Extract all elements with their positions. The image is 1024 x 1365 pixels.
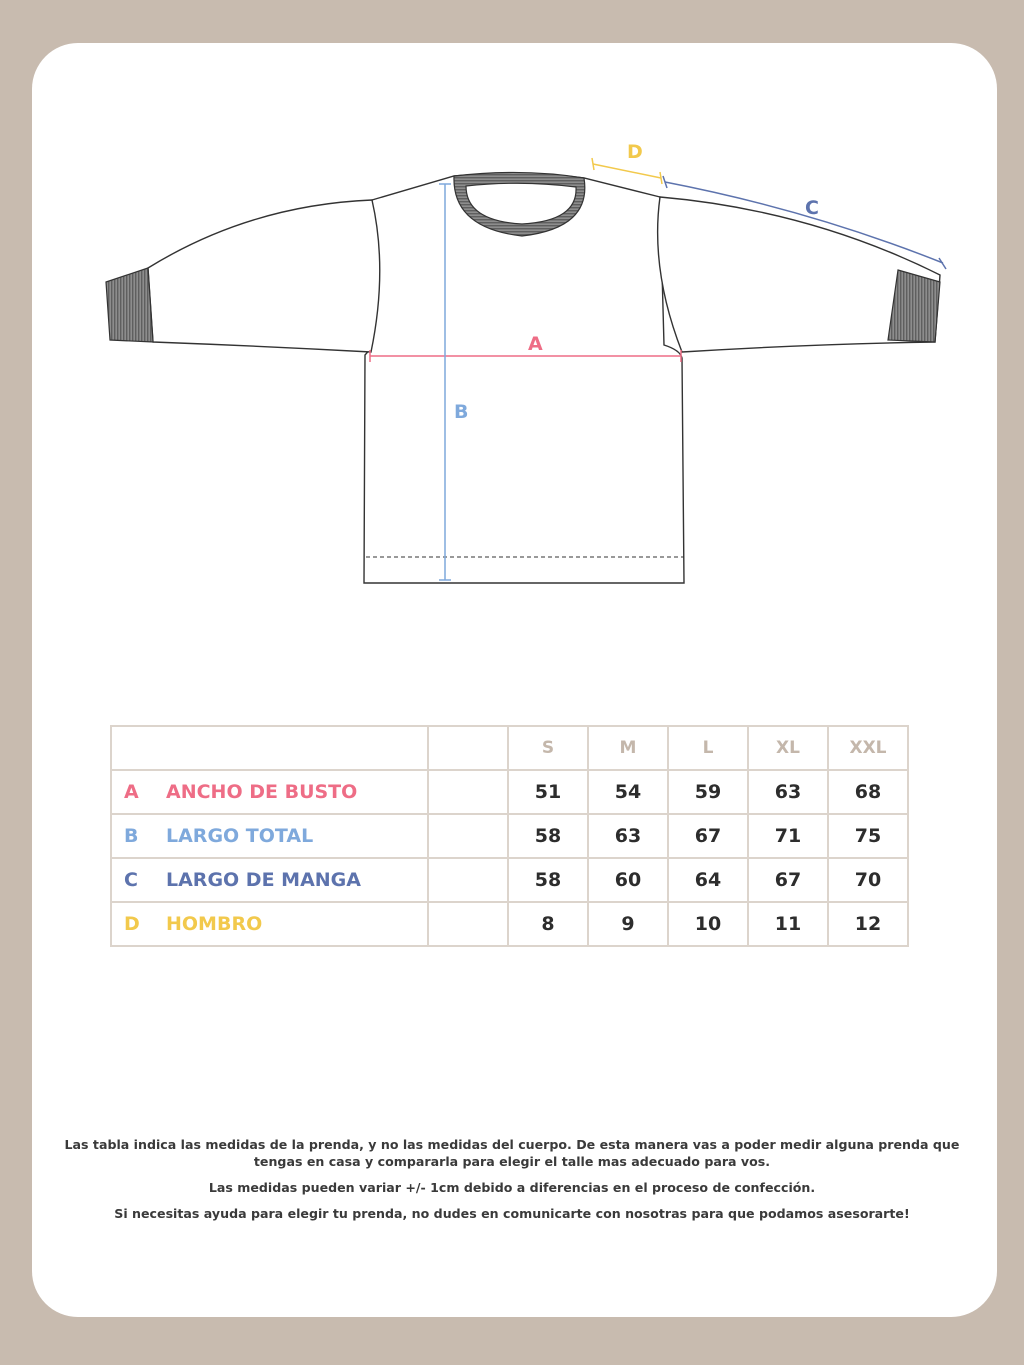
sweatshirt-outline [148, 173, 940, 583]
size-header: M [588, 726, 668, 770]
left-cuff [106, 268, 153, 342]
note-tolerance: Las medidas pueden variar +/- 1cm debido a diferencias en el proceso de confección. [208, 1180, 816, 1195]
measure-b-label: B [454, 401, 469, 423]
row-label: LARGO TOTAL [166, 814, 428, 858]
table-cell: 51 [508, 770, 588, 814]
table-cell: 71 [748, 814, 828, 858]
table-cell: 54 [588, 770, 668, 814]
table-cell: 67 [748, 858, 828, 902]
row-label: HOMBRO [166, 902, 428, 946]
size-header: L [668, 726, 748, 770]
row-letter: A [111, 770, 166, 814]
table-cell: 11 [748, 902, 828, 946]
note-help: Si necesitas ayuda para elegir tu prenda, no dudes en comunicarte con nosotras para que podamos asesorarte! [114, 1206, 910, 1221]
table-cell: 75 [828, 814, 908, 858]
size-header: S [508, 726, 588, 770]
table-cell: 63 [748, 770, 828, 814]
size-header: XXL [828, 726, 908, 770]
measure-c-label: C [805, 197, 819, 219]
table-cell: 70 [828, 858, 908, 902]
table-cell: 9 [588, 902, 668, 946]
table-cell: 60 [588, 858, 668, 902]
size-header: XL [748, 726, 828, 770]
table-cell: 58 [508, 858, 588, 902]
table-row [111, 770, 908, 814]
table-header-row [111, 726, 908, 770]
measure-d-label: D [627, 141, 643, 163]
row-letter: B [111, 814, 166, 858]
row-letter: D [111, 902, 166, 946]
table-cell: 59 [668, 770, 748, 814]
table-cell: 10 [668, 902, 748, 946]
table-cell: 64 [668, 858, 748, 902]
table-cell: 67 [668, 814, 748, 858]
size-table [110, 725, 909, 947]
table-row [111, 858, 908, 902]
table-row [111, 902, 908, 946]
table-cell: 8 [508, 902, 588, 946]
row-label: LARGO DE MANGA [166, 858, 428, 902]
row-label: ANCHO DE BUSTO [166, 770, 428, 814]
note-measurement-info: Las tabla indica las medidas de la prenda, y no las medidas del cuerpo. De esta manera vas a poder medir alguna prenda que tengas en casa y compararla para elegir el talle mas adecuado para vos. [64, 1137, 960, 1169]
measure-a-label: A [528, 333, 543, 355]
table-cell: 63 [588, 814, 668, 858]
table-cell: 58 [508, 814, 588, 858]
table-cell: 68 [828, 770, 908, 814]
footer-notes [40, 1136, 984, 1231]
row-letter: C [111, 858, 166, 902]
table-cell: 12 [828, 902, 908, 946]
table-row [111, 814, 908, 858]
